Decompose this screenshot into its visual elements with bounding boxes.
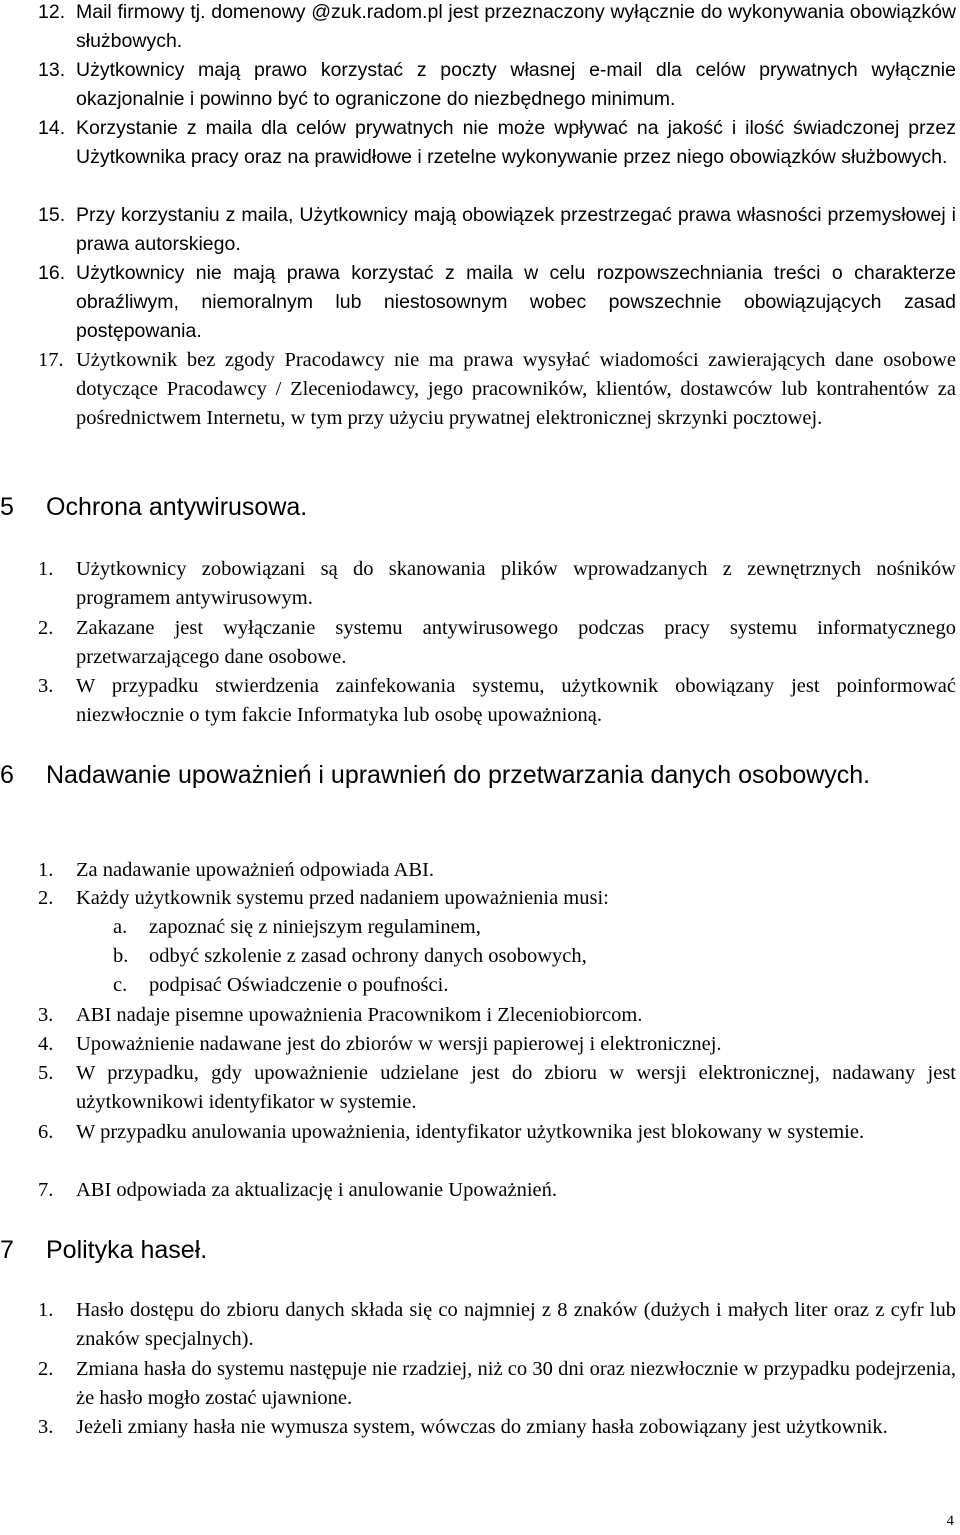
list-item-number: 3. xyxy=(38,1416,54,1438)
list-item-number: 3. xyxy=(38,675,54,697)
list-item xyxy=(38,1059,956,1117)
sub-list-item-letter: a. xyxy=(113,916,128,938)
list-item xyxy=(38,1001,956,1030)
sub-list-item-text: podpisać Oświadczenie o poufności. xyxy=(149,974,449,996)
list-item-text: Użytkownicy mają prawo korzystać z poczty własnej e-mail dla celów prywatnych wyłącznie okazjonalnie i powinno być to ograniczone do niezbędnego minimum. xyxy=(76,59,956,110)
list-item xyxy=(38,672,956,730)
list-item-number: 16. xyxy=(38,262,66,284)
section-title: Ochrona antywirusowa. xyxy=(46,493,308,521)
section-number: 7 xyxy=(0,1236,14,1264)
list-item xyxy=(38,555,956,613)
list-item-text: Zmiana hasła do systemu następuje nie rzadziej, niż co 30 dni oraz niezwłocznie w przypadku podejrzenia, że hasło mogło zostać ujawnione. xyxy=(76,1358,956,1409)
list-item xyxy=(38,1030,956,1059)
list-item-number: 12. xyxy=(38,1,66,23)
list-item xyxy=(38,1118,956,1147)
list-item xyxy=(38,1176,956,1205)
list-item-text: Korzystanie z maila dla celów prywatnych nie może wpływać na jakość i ilość świadczonej przez Użytkownika pracy oraz na prawidłowe i rzetelne wykonywanie przez niego obowiązków służbowych. xyxy=(76,117,956,168)
list-item-text: Użytkownicy nie mają prawa korzystać z maila w celu rozpowszechniania treści o charakterze obraźliwym, niemoralnym lub niestosownym wobec powszechnie obowiązujących zasad postępowania. xyxy=(76,262,956,342)
list-item xyxy=(38,1296,956,1354)
page-number: 4 xyxy=(946,1513,954,1529)
list-item-number: 15. xyxy=(38,204,66,226)
sub-list-item-text: zapoznać się z niniejszym regulaminem, xyxy=(149,916,481,938)
list-item-text: W przypadku anulowania upoważnienia, identyfikator użytkownika jest blokowany w systemie. xyxy=(76,1121,865,1143)
section-number: 5 xyxy=(0,493,14,521)
list-item-number: 2. xyxy=(38,1358,54,1380)
list-item-text: Użytkownik bez zgody Pracodawcy nie ma prawa wysyłać wiadomości zawierających dane osobowe dotyczące Pracodawcy / Zleceniodawcy, jego pracowników, klientów, dostawców lub kontrahentów za pośrednictwem Internetu, w tym przy użyciu prywatnej elektronicznej skrzynki pocztowej. xyxy=(76,349,956,429)
sub-list-item xyxy=(113,913,913,942)
list-item-text: Upoważnienie nadawane jest do zbiorów w wersji papierowej i elektronicznej. xyxy=(76,1033,722,1055)
list-item-text: Użytkownicy zobowiązani są do skanowania plików wprowadzanych z zewnętrznych nośników programem antywirusowym. xyxy=(76,558,956,609)
list-item xyxy=(38,614,956,672)
section-heading xyxy=(0,759,960,792)
list-item-number: 1. xyxy=(38,859,54,881)
section-number: 6 xyxy=(0,761,14,789)
list-item-text: ABI odpowiada za aktualizację i anulowanie Upoważnień. xyxy=(76,1179,557,1201)
list-item-text: Przy korzystaniu z maila, Użytkownicy mają obowiązek przestrzegać prawa własności przemysłowej i prawa autorskiego. xyxy=(76,204,956,255)
list-item-text: W przypadku stwierdzenia zainfekowania systemu, użytkownik obowiązany jest poinformować niezwłocznie o tym fakcie Informatyka lub osobę upoważnioną. xyxy=(76,675,956,726)
list-item-number: 7. xyxy=(38,1179,54,1201)
list-item-number: 2. xyxy=(38,887,54,909)
list-item-number: 1. xyxy=(38,1299,54,1321)
list-item-text: Hasło dostępu do zbioru danych składa się co najmniej z 8 znaków (dużych i małych liter oraz z cyfr lub znaków specjalnych). xyxy=(76,1299,956,1350)
list-item-number: 3. xyxy=(38,1004,54,1026)
list-item xyxy=(38,259,956,346)
list-item xyxy=(38,1355,956,1413)
sub-list-item xyxy=(113,942,913,971)
list-item-text: Za nadawanie upoważnień odpowiada ABI. xyxy=(76,859,435,881)
list-item-number: 4. xyxy=(38,1033,54,1055)
list-item xyxy=(38,0,956,56)
list-item-number: 14. xyxy=(38,117,66,139)
list-item xyxy=(38,884,956,913)
list-item-number: 6. xyxy=(38,1121,54,1143)
list-item-text: Jeżeli zmiany hasła nie wymusza system, wówczas do zmiany hasła zobowiązany jest użytkownik. xyxy=(76,1416,888,1438)
list-item-number: 5. xyxy=(38,1062,54,1084)
list-item-number: 2. xyxy=(38,617,54,639)
section-heading xyxy=(0,1234,960,1267)
list-item-number: 1. xyxy=(38,558,54,580)
list-item-text: W przypadku, gdy upoważnienie udzielane jest do zbioru w wersji elektronicznej, nadawany jest użytkownikowi identyfikator w systemie. xyxy=(76,1062,956,1113)
list-item-text: ABI nadaje pisemne upoważnienia Pracownikom i Zleceniobiorcom. xyxy=(76,1004,643,1026)
list-item xyxy=(38,346,956,433)
list-item xyxy=(38,114,956,172)
list-item-text: Każdy użytkownik systemu przed nadaniem upoważnienia musi: xyxy=(76,887,609,909)
sub-list-item-text: odbyć szkolenie z zasad ochrony danych osobowych, xyxy=(149,945,587,967)
section-title: Nadawanie upoważnień i uprawnień do przetwarzania danych osobowych. xyxy=(46,761,871,789)
sub-list-item-letter: c. xyxy=(113,974,128,996)
section-title: Polityka haseł. xyxy=(46,1236,208,1264)
list-item xyxy=(38,201,956,259)
list-item xyxy=(38,56,956,114)
section-heading xyxy=(0,491,960,524)
list-item-number: 13. xyxy=(38,59,66,81)
list-item xyxy=(38,1413,956,1442)
list-item-number: 17. xyxy=(38,349,64,371)
list-item xyxy=(38,856,956,885)
list-item-text: Zakazane jest wyłączanie systemu antywirusowego podczas pracy systemu informatycznego przetwarzającego dane osobowe. xyxy=(76,617,956,668)
list-item-text: Mail firmowy tj. domenowy @zuk.radom.pl jest przeznaczony wyłącznie do wykonywania obowiązków służbowych. xyxy=(76,1,956,52)
sub-list-item-letter: b. xyxy=(113,945,129,967)
sub-list-item xyxy=(113,971,913,1000)
